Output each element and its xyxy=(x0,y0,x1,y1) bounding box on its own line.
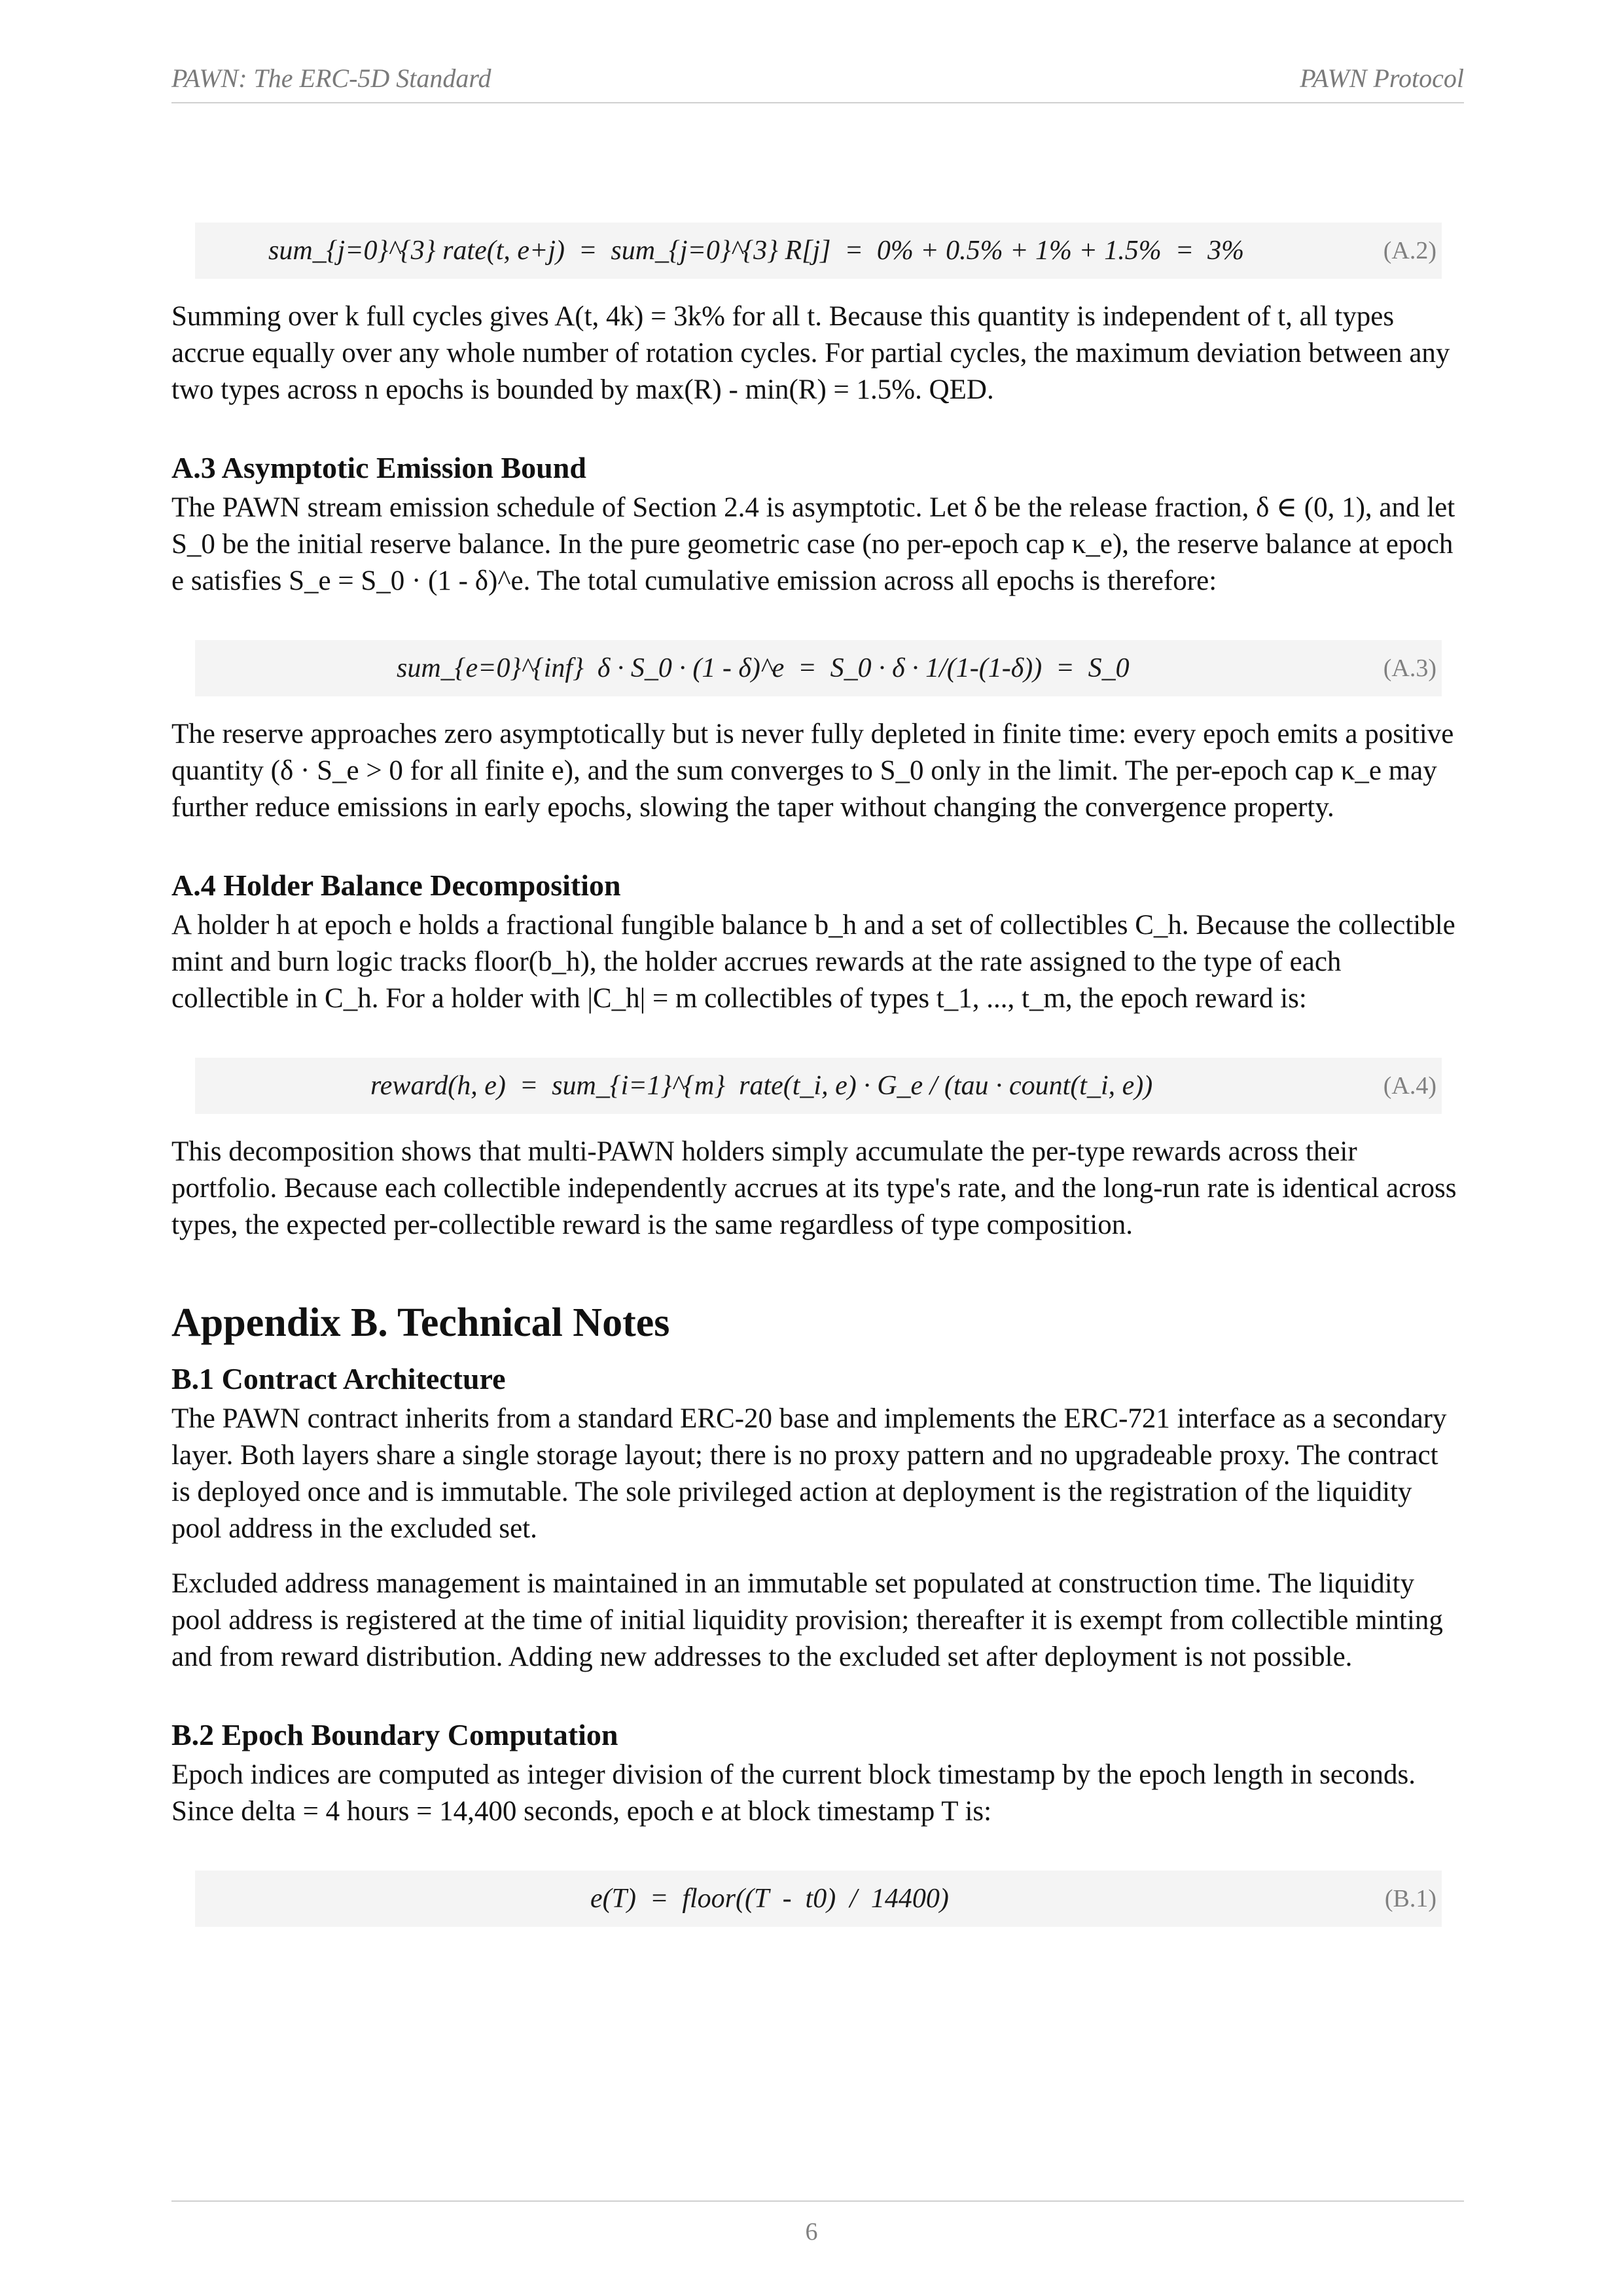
equation-a4-number: (A.4) xyxy=(1383,1072,1436,1100)
equation-a2-expression: sum_{j=0}^{3} rate(t, e+j) = sum_{j=0}^{3} R[j] = 0% + 0.5% + 1% + 1.5% = 3% xyxy=(268,236,1245,266)
equation-a3-expression: sum_{e=0}^{inf} δ · S_0 · (1 - δ)^e = S_0 · δ · 1/(1-(1-δ)) = S_0 xyxy=(397,653,1130,683)
section-a3-heading: A.3 Asymptotic Emission Bound xyxy=(171,451,586,484)
equation-b1-number: (B.1) xyxy=(1384,1885,1436,1912)
page-body xyxy=(171,223,1457,1927)
equation-a4-expression: reward(h, e) = sum_{i=1}^{m} rate(t_i, e) · G_e / (tau · count(t_i, e)) xyxy=(370,1071,1153,1101)
equation-a3 xyxy=(195,640,1442,696)
footer-rule xyxy=(171,2200,1464,2202)
equation-a2-number: (A.2) xyxy=(1383,237,1436,264)
header-document-title: PAWN: The ERC-5D Standard xyxy=(171,63,491,93)
b2-intro-paragraph: Epoch indices are computed as integer division of the current block timestamp by the epoch length in seconds. Since delta = 4 hours = 14,400 seconds, epoch e at block timestamp T is: xyxy=(171,1759,1416,1827)
section-b1-heading: B.1 Contract Architecture xyxy=(171,1362,506,1395)
a4-intro-paragraph: A holder h at epoch e holds a fractional fungible balance b_h and a set of collectibles C_h. Because the collectible mint and burn logic tracks floor(b_h), the holder accrues rewards at the rate assigned to the type of each collectible in C_h. For a holder with |C_h| = m collectibles of types t_1, ..., t_m, the epoch reward is: xyxy=(171,910,1455,1014)
equation-a2 xyxy=(195,223,1442,279)
equation-a4 xyxy=(195,1058,1442,1114)
b1-paragraph-2: Excluded address management is maintained in an immutable set populated at construction time. The liquidity pool address is registered at the time of initial liquidity provision; thereafter it is exempt from collectible minting and from reward distribution. Adding new addresses to the excluded set after deployment is not possible. xyxy=(171,1568,1443,1672)
header-publisher: PAWN Protocol xyxy=(1300,63,1464,93)
equation-b1 xyxy=(195,1871,1442,1927)
running-header xyxy=(171,63,1464,103)
a3-intro-paragraph: The PAWN stream emission schedule of Section 2.4 is asymptotic. Let δ be the release fraction, δ ∈ (0, 1), and let S_0 be the initial reserve balance. In the pure geometric case (no per-epoch cap κ_e), the reserve balance at epoch e satisfies S_e = S_0 · (1 - δ)^e. The total cumulative emission across all epochs is therefore: xyxy=(171,492,1455,596)
a4-conclusion-paragraph: This decomposition shows that multi-PAWN holders simply accumulate the per-type rewards across their portfolio. Because each collectible independently accrues at its type's rate, and the long-run rate is identical across types, the expected per-collectible reward is the same regardless of type composition. xyxy=(171,1136,1457,1240)
equation-a3-number: (A.3) xyxy=(1383,655,1436,682)
equation-b1-expression: e(T) = floor((T - t0) / 14400) xyxy=(590,1884,949,1914)
a2-conclusion-paragraph: Summing over k full cycles gives A(t, 4k) = 3k% for all t. Because this quantity is independent of t, all types accrue equally over any whole number of rotation cycles. For partial cycles, the maximum deviation between any two types across n epochs is bounded by max(R) - min(R) = 1.5%. QED. xyxy=(171,301,1450,405)
page-number: 6 xyxy=(805,2218,818,2246)
a3-conclusion-paragraph: The reserve approaches zero asymptotically but is never fully depleted in finite time: every epoch emits a positive quantity (δ · S_e > 0 for all finite e), and the sum converges to S_0 only in the limit. The per-epoch cap κ_e may further reduce emissions in early epochs, slowing the taper without changing the convergence property. xyxy=(171,719,1454,823)
b1-paragraph-1: The PAWN contract inherits from a standard ERC-20 base and implements the ERC-721 interface as a secondary layer. Both layers share a single storage layout; there is no proxy pattern and no upgradeable proxy. The contract is deployed once and is immutable. The sole privileged action at deployment is the registration of the liquidity pool address in the excluded set. xyxy=(171,1403,1447,1544)
section-a4-heading: A.4 Holder Balance Decomposition xyxy=(171,869,621,902)
section-b2-heading: B.2 Epoch Boundary Computation xyxy=(171,1718,618,1751)
appendix-b-heading: Appendix B. Technical Notes xyxy=(171,1300,670,1345)
